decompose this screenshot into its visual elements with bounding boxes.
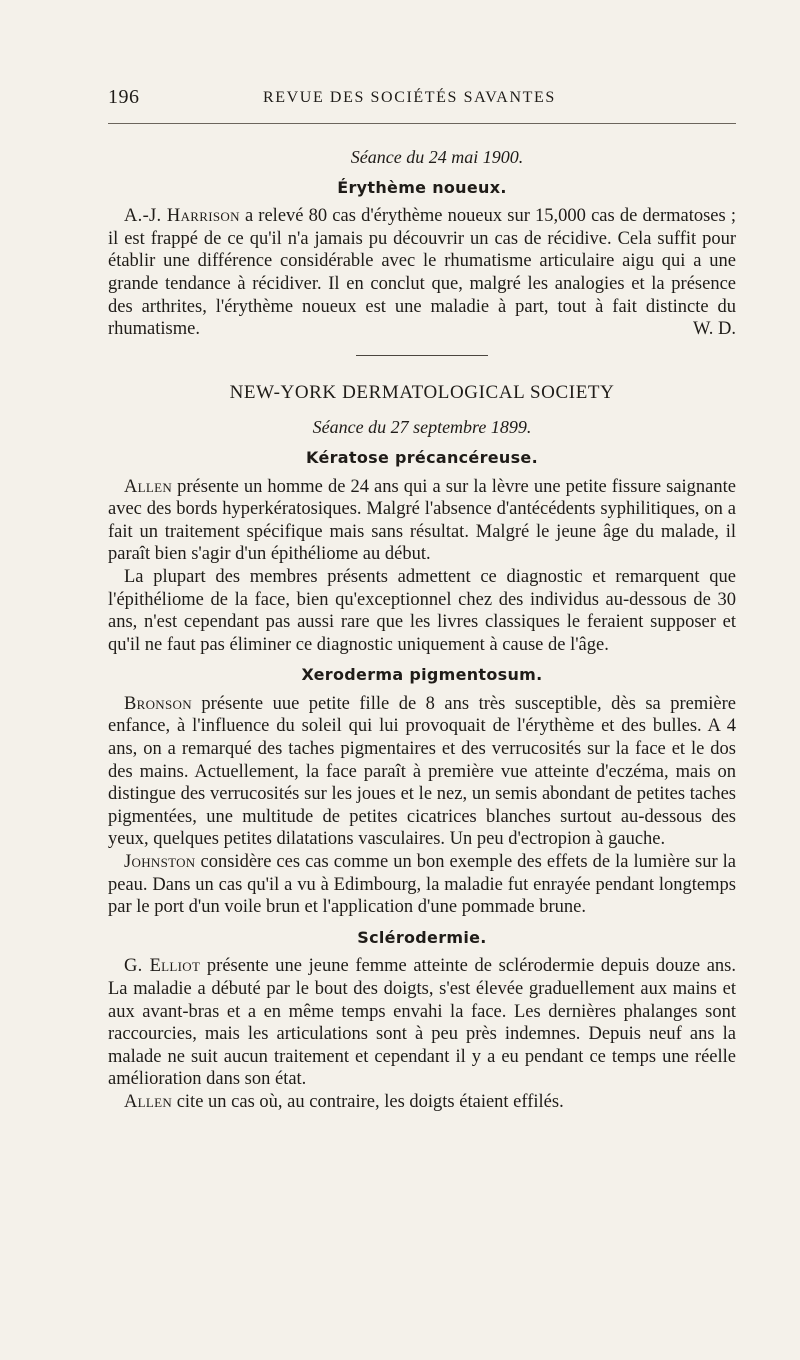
running-title: REVUE DES SOCIÉTÉS SAVANTES [263,89,556,106]
topic-heading: Xeroderma pigmentosum. [301,665,543,685]
paragraph [108,205,736,341]
paragraph-text: La plupart des membres présents admettent ce diagnostic et remarquent que l'épithéliome de la face, bien qu'exceptionnel chez des individus au-dessous de 30 ans, n'est cependant pas aussi rare que les livres classiques le feraient supposer et qu'il ne faut pas éliminer ce diagnostic uniquement à cause de l'âge. [108,566,736,655]
author-name: A.-J. Harrison [124,206,240,227]
paragraph-text: présente uue petite fille de 8 ans très susceptible, dès sa première enfance, à l'influence du soleil qui lui provoquait de l'érythème et des bulles. A 4 ans, on a remarqué des taches pigmentaires et des verrucosités sur la face et le dos des mains. Actuellement, la face paraît à première vue atteinte d'eczéma, mais on distingue des verrucosités sur les joues et le nez, un semis abondant de petites taches pigmentées, une multitude de petites cicatrices blanches surtout au-dessous des yeux, quelques petites dilatations vasculaires. Un peu d'ectropion à gauche. [108,693,736,850]
page-number: 196 [108,86,140,108]
signature: W. D. [693,319,736,340]
paragraph [108,851,736,919]
topic-heading: Sclérodermie. [357,927,487,947]
author-name: Bronson [124,693,192,714]
section-divider [356,355,488,356]
section-new-york-society [108,382,736,1114]
paragraph [108,1091,736,1114]
paragraph-text: a relevé 80 cas d'érythème noueux sur 15,000 cas de dermatoses ; il est frappé de ce qu'il n'a jamais pu découvrir un cas de récidive. Cela suffit pour établir une différence considérable avec le rhumatisme articulaire aigu qui a une grande tendance à récidiver. Il en conclut que, malgré les analogies et la présence des arthrites, l'érythème noueux est une maladie à part, tout à fait distincte du rhumatisme. [108,206,736,340]
page-header [108,86,736,112]
paragraph [108,955,736,1091]
topic-heading: Kératose précancéreuse. [306,447,538,467]
topic-heading: Érythème noueux. [337,177,507,197]
author-name: G. Elliot [124,956,201,977]
author-name: Johnston [124,852,196,873]
society-title: NEW-YORK DERMATOLOGICAL SOCIETY [229,381,615,403]
paragraph-text: présente un homme de 24 ans qui a sur la lèvre une petite fissure saignante avec des bords hyperkératosiques. Malgré l'absence d'antécédents syphilitiques, on a fait un traitement spécifique mais sans résultat. Malgré le jeune âge du malade, il paraît bien s'agir d'un épithéliome au début. [108,476,736,565]
paragraph [108,693,736,851]
author-name: Allen [124,1091,173,1112]
author-name: Allen [124,476,173,497]
section-erytheme [108,146,736,341]
paragraph-text: cite un cas où, au contraire, les doigts étaient effilés. [176,1091,564,1112]
paragraph [108,566,736,656]
paragraph-text: considère ces cas comme un bon exemple des effets de la lumière sur la peau. Dans un cas qu'il a vu à Edimbourg, la maladie fut enrayée pendant longtemps par le port d'un voile brun et l'application d'une pommade brune. [108,852,736,918]
page-content [108,146,736,1114]
header-rule [108,123,736,124]
paragraph-text: présente une jeune femme atteinte de sclérodermie depuis douze ans. La maladie a débuté par le bout des doigts, s'est élevée graduellement aux mains et aux avant-bras et a en même temps envahi la face. Les dernières phalanges sont raccourcies, mais les articulations sont à peu près indemnes. Depuis neuf ans la malade ne suit aucun traitement et cependant il y a eu pendant ce temps une réelle amélioration dans son état. [108,956,737,1090]
session-date: Séance du 24 mai 1900. [350,147,524,167]
session-date: Séance du 27 septembre 1899. [312,417,532,438]
paragraph [108,476,736,566]
